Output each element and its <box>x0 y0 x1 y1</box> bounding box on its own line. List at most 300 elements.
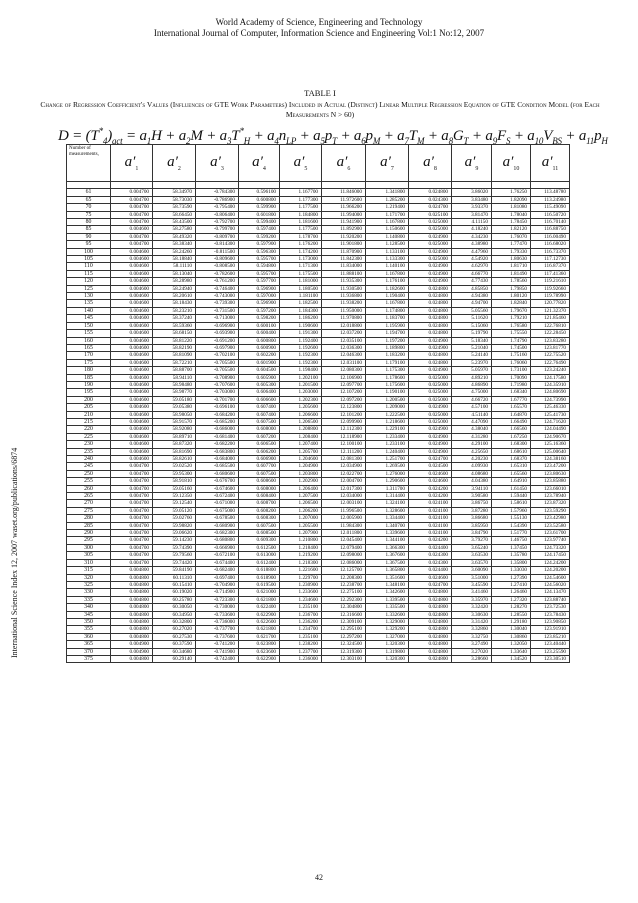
coefficient-cell: 58.89710 <box>153 433 196 440</box>
coefficient-cell: 1.81080 <box>492 204 531 211</box>
coefficient-cell: 3.65240 <box>452 544 492 551</box>
table-row <box>67 633 570 640</box>
coefficient-cell: 1.133100 <box>366 248 409 255</box>
table-row <box>67 233 570 240</box>
coefficient-cell: 123.88740 <box>531 596 570 603</box>
coefficient-cell: 0.024100 <box>409 522 452 529</box>
coefficient-cell: -0.666900 <box>196 544 239 551</box>
coefficient-cell: 58.18840 <box>153 256 196 263</box>
coefficient-cell: 12.123800 <box>322 404 366 411</box>
coefficient-cell: 11.892900 <box>322 226 366 233</box>
coefficient-cell: -0.674400 <box>196 559 239 566</box>
coefficient-cell: -0.684200 <box>196 411 239 418</box>
coefficient-cell: 123.40440 <box>531 641 570 648</box>
coefficient-cell: 0.595700 <box>239 256 280 263</box>
coefficient-cell: 0.024800 <box>409 189 452 196</box>
coefficient-cell: 0.024100 <box>409 515 452 522</box>
coefficient-cell: 1.79210 <box>492 315 531 322</box>
table-caption: Change of Regression Coefficient's Values (Influences of GTE Work Parameters) Included in Actual (Distinct) Linear Multiple Regression Equation of GTE Condition Model (for Each Measurements N > 60) <box>40 100 600 119</box>
coefficient-cell: 0.024500 <box>409 463 452 470</box>
coefficient-cell: 1.183200 <box>366 352 409 359</box>
coefficient-cell: 1.79670 <box>492 307 531 314</box>
coefficient-cell: 0.622600 <box>239 618 280 625</box>
coefficient-cell: 4.29100 <box>452 441 492 448</box>
measurement-count-cell: 195 <box>67 389 111 396</box>
coefficient-cell: 58.81090 <box>153 352 196 359</box>
measurement-count-cell: 115 <box>67 270 111 277</box>
coefficient-cell: 0.024800 <box>409 300 452 307</box>
coefficient-cell: 1.319800 <box>366 648 409 655</box>
coefficient-cell: 0.600800 <box>239 196 280 203</box>
coefficient-cell: -0.684000 <box>196 456 239 463</box>
journal-subtitle: International Journal of Computer, Information Science and Engineering Vol:1 No:12, 2007 <box>153 28 485 38</box>
coefficient-cell: 0.608700 <box>239 500 280 507</box>
measurement-count-cell: 190 <box>67 381 111 388</box>
coefficient-cell: 123.52580 <box>531 522 570 529</box>
coefficient-cell: 0.004700 <box>111 211 153 218</box>
coefficient-cell: 11.972600 <box>322 196 366 203</box>
coefficient-cell: -0.811500 <box>196 248 239 255</box>
header-coefficient-a9: $a'_9$ <box>452 145 492 182</box>
coefficient-cell: 117.12730 <box>531 256 570 263</box>
coefficient-cell: -0.786900 <box>196 196 239 203</box>
table-row <box>67 344 570 351</box>
coefficient-cell: 1.181000 <box>280 278 322 285</box>
regression-equation: $D = (T^*_4)_{act} = a_1H + a_2M + a_3T^*_H + a_4n_{LP} + a_5p_T + a_6p_M + a_7T_M + a_8G_T + a_9F_S + a_{10}V_{BS} + a_{11}p_H$ <box>58 126 608 146</box>
coefficient-cell: 0.024900 <box>409 404 452 411</box>
coefficient-cell: 1.192300 <box>280 352 322 359</box>
coefficient-cell: 123.47200 <box>531 463 570 470</box>
coefficient-cell: 0.024100 <box>409 500 452 507</box>
coefficient-cell: 123.42980 <box>531 515 570 522</box>
coefficient-cell: 1.176100 <box>366 278 409 285</box>
coefficient-cell: -0.696100 <box>196 404 239 411</box>
coefficient-cell: 4.31280 <box>452 433 492 440</box>
coefficient-cell: 3.86750 <box>452 500 492 507</box>
coefficient-cell: 0.004700 <box>111 463 153 470</box>
table-row <box>67 618 570 625</box>
header-coefficient-a11: $a'_{11}$ <box>531 145 570 182</box>
measurement-count-cell: 85 <box>67 226 111 233</box>
measurement-count-cell: 235 <box>67 448 111 455</box>
coefficient-cell: 1.61450 <box>492 485 531 492</box>
coefficient-cell: 0.004800 <box>111 618 153 625</box>
coefficient-cell: 1.332600 <box>366 611 409 618</box>
coefficient-cell: 59.06620 <box>153 530 196 537</box>
coefficient-cell: 124.17580 <box>531 374 570 381</box>
coefficient-cell: 0.622900 <box>239 655 280 662</box>
header-coefficient-a5: $a'_5$ <box>280 145 322 182</box>
coefficient-cell: 0.607500 <box>239 522 280 529</box>
coefficient-cell: 1.184800 <box>280 211 322 218</box>
coefficient-cell: 1.27390 <box>492 574 531 581</box>
coefficient-cell: 0.597700 <box>239 278 280 285</box>
table-row <box>67 389 570 396</box>
coefficient-cell: -0.809700 <box>196 233 239 240</box>
coefficient-cell: 59.05160 <box>153 485 196 492</box>
coefficient-cell: 1.200500 <box>366 396 409 403</box>
coefficient-cell: 121.85460 <box>531 315 570 322</box>
coefficient-cell: 0.605900 <box>239 374 280 381</box>
coefficient-cell: 1.251700 <box>366 456 409 463</box>
coefficient-cell: 0.004600 <box>111 322 153 329</box>
coefficient-cell: 58.59360 <box>153 322 196 329</box>
coefficient-cell: -0.686000 <box>196 426 239 433</box>
coefficient-cell: 0.004800 <box>111 589 153 596</box>
coefficient-cell: 4.25650 <box>452 448 492 455</box>
coefficient-cell: 1.68610 <box>492 448 531 455</box>
coefficient-cell: 4.94380 <box>452 293 492 300</box>
measurement-count-cell: 265 <box>67 493 111 500</box>
table-row <box>67 507 570 514</box>
measurement-count-cell: 70 <box>67 204 111 211</box>
coefficient-cell: 0.607400 <box>239 404 280 411</box>
header-coefficient-a1: $a'_1$ <box>111 145 153 182</box>
coefficient-cell: 125.00640 <box>531 448 570 455</box>
coefficient-cell: 123.87320 <box>531 500 570 507</box>
coefficient-cell: 0.004600 <box>111 359 153 366</box>
coefficient-cell: 0.606400 <box>239 389 280 396</box>
coefficient-cell: -0.707600 <box>196 381 239 388</box>
coefficient-cell: 0.607700 <box>239 463 280 470</box>
coefficient-cell: -0.713000 <box>196 315 239 322</box>
coefficient-cell: 1.68300 <box>492 441 531 448</box>
coefficient-cell: 1.236700 <box>280 611 322 618</box>
coefficient-cell: 0.608200 <box>239 507 280 514</box>
coefficient-cell: 1.208800 <box>280 426 322 433</box>
coefficient-cell: 12.101200 <box>322 411 366 418</box>
coefficient-cell: 59.95300 <box>153 470 196 477</box>
measurement-count-cell: 125 <box>67 285 111 292</box>
coefficient-cell: 11.870900 <box>322 248 366 255</box>
coefficient-cell: 60.27530 <box>153 633 196 640</box>
measurement-count-cell: 160 <box>67 337 111 344</box>
coefficient-cell: 3.85950 <box>452 522 492 529</box>
measurement-count-cell: 215 <box>67 418 111 425</box>
coefficient-cell: 60.37590 <box>153 641 196 648</box>
coefficient-cell: 12.046300 <box>322 352 366 359</box>
coefficient-cell: 0.004600 <box>111 396 153 403</box>
coefficient-cell: 3.63530 <box>452 552 492 559</box>
coefficient-cell: 1.179100 <box>366 359 409 366</box>
table-header-row <box>67 145 570 182</box>
coefficient-cell: 1.340700 <box>366 522 409 529</box>
coefficient-cell: 0.024900 <box>409 344 452 351</box>
coefficient-cell: 1.68370 <box>492 456 531 463</box>
measurement-count-cell: 330 <box>67 589 111 596</box>
coefficient-cell: 0.004700 <box>111 189 153 196</box>
table-row <box>67 537 570 544</box>
coefficient-cell: 0.622900 <box>239 611 280 618</box>
coefficient-cell: 4.77430 <box>452 278 492 285</box>
coefficient-cell: -0.682300 <box>196 530 239 537</box>
coefficient-cell: 11.842300 <box>322 256 366 263</box>
measurement-count-cell: 225 <box>67 433 111 440</box>
coefficient-cell: 4.09930 <box>452 463 492 470</box>
coefficient-cell: 3.27020 <box>452 648 492 655</box>
coefficient-cell: 123.59290 <box>531 507 570 514</box>
coefficient-cell: 12.208300 <box>322 574 366 581</box>
coefficient-cell: -0.671000 <box>196 500 239 507</box>
coefficient-cell: 58.91570 <box>153 418 196 425</box>
coefficient-cell: 1.367600 <box>366 552 409 559</box>
table-row <box>67 196 570 203</box>
coefficient-cell: 0.004600 <box>111 307 153 314</box>
coefficient-cell: 0.004600 <box>111 300 153 307</box>
coefficient-cell: -0.681400 <box>196 433 239 440</box>
coefficient-cell: 1.192300 <box>280 359 322 366</box>
coefficient-cell: 4.38980 <box>452 241 492 248</box>
coefficient-cell: 0.004700 <box>111 493 153 500</box>
coefficient-cell: 0.004800 <box>111 596 153 603</box>
coefficient-cell: 11.834000 <box>322 263 366 270</box>
coefficient-cell: 0.600100 <box>239 322 280 329</box>
coefficient-cell: 1.35780 <box>492 552 531 559</box>
coefficient-cell: 12.017300 <box>322 485 366 492</box>
measurement-count-cell: 120 <box>67 278 111 285</box>
header-coefficient-a10: $a'_{10}$ <box>492 145 531 182</box>
coefficient-cell: 59.02760 <box>153 515 196 522</box>
journal-name: World Academy of Science, Engineering and Technology <box>215 17 423 27</box>
coefficient-cell: 1.218600 <box>366 418 409 425</box>
measurement-count-cell: 175 <box>67 359 111 366</box>
coefficient-cell: 12.303100 <box>322 655 366 662</box>
coefficient-cell: 58.91810 <box>153 478 196 485</box>
coefficient-cell: 1.205700 <box>280 448 322 455</box>
coefficient-cell: 0.024800 <box>409 285 452 292</box>
table-row <box>67 418 570 425</box>
coefficient-cell: 12.118900 <box>322 433 366 440</box>
coefficient-cell: 12.005900 <box>322 515 366 522</box>
coefficient-cell: 1.57960 <box>492 507 531 514</box>
table-row <box>67 396 570 403</box>
coefficient-cell: 123.97740 <box>531 537 570 544</box>
coefficient-cell: 58.82610 <box>153 456 196 463</box>
coefficient-cell: 1.348100 <box>366 581 409 588</box>
measurement-count-cell: 110 <box>67 263 111 270</box>
coefficient-cell: 3.35970 <box>452 596 492 603</box>
coefficient-cell: 123.72530 <box>531 604 570 611</box>
coefficient-cell: 0.605300 <box>239 381 280 388</box>
coefficient-cell: 4.57100 <box>452 404 492 411</box>
coefficient-cell: 58.68150 <box>153 330 196 337</box>
coefficient-cell: 1.30860 <box>492 633 531 640</box>
coefficient-cell: 11.936800 <box>322 293 366 300</box>
coefficient-cell: -0.704900 <box>196 581 239 588</box>
coefficient-cell: 115.49090 <box>531 204 570 211</box>
coefficient-cell: 0.004600 <box>111 315 153 322</box>
coefficient-cell: 3.41460 <box>452 589 492 596</box>
measurement-count-cell: 360 <box>67 633 111 640</box>
coefficient-cell: 1.177500 <box>280 226 322 233</box>
coefficient-cell: 1.33030 <box>492 567 531 574</box>
coefficient-cell: 0.024900 <box>409 337 452 344</box>
coefficient-cell: 1.79850 <box>492 285 531 292</box>
coefficient-cell: 0.004600 <box>111 256 153 263</box>
coefficient-cell: 1.202100 <box>280 374 322 381</box>
coefficient-cell: 1.207900 <box>280 530 322 537</box>
coefficient-cell: 3.84790 <box>452 530 492 537</box>
measurement-count-cell: 250 <box>67 470 111 477</box>
coefficient-cell: 11.950000 <box>322 307 366 314</box>
coefficient-cell: 12.018800 <box>322 322 366 329</box>
coefficient-cell: -0.737700 <box>196 626 239 633</box>
coefficient-cell: 1.82120 <box>492 226 531 233</box>
coefficient-cell: 0.596300 <box>239 248 280 255</box>
coefficient-cell: 1.229100 <box>366 426 409 433</box>
coefficient-cell: 1.197200 <box>366 337 409 344</box>
coefficient-cell: 1.186200 <box>280 315 322 322</box>
table-row <box>67 374 570 381</box>
coefficient-cell: 0.024200 <box>409 537 452 544</box>
coefficient-cell: 0.621000 <box>239 589 280 596</box>
coefficient-cell: 1.201500 <box>280 381 322 388</box>
coefficient-cell: 5.24140 <box>452 352 492 359</box>
coefficient-cell: 1.329000 <box>366 618 409 625</box>
measurement-count-cell: 135 <box>67 300 111 307</box>
measurement-count-cell: 105 <box>67 256 111 263</box>
measurement-count-cell: 180 <box>67 367 111 374</box>
coefficient-cell: 1.76250 <box>492 189 531 196</box>
table-row <box>67 485 570 492</box>
coefficient-cell: -0.761200 <box>196 278 239 285</box>
coefficient-cell: 58.28980 <box>153 278 196 285</box>
coefficient-cell: 1.202900 <box>280 478 322 485</box>
coefficient-cell: 0.004700 <box>111 196 153 203</box>
coefficient-cell: 1.140800 <box>366 233 409 240</box>
measurement-count-cell: 295 <box>67 537 111 544</box>
coefficient-cell: 1.46750 <box>492 537 531 544</box>
coefficient-cell: 58.24940 <box>153 285 196 292</box>
coefficient-cell: 0.024700 <box>409 456 452 463</box>
table-row <box>67 381 570 388</box>
coefficient-cell: 0.604500 <box>239 367 280 374</box>
coefficient-cell: 1.67770 <box>492 396 531 403</box>
table-row <box>67 604 570 611</box>
coefficient-cell: 1.171300 <box>280 263 322 270</box>
coefficient-cell: 122.75520 <box>531 352 570 359</box>
measurement-count-cell: 355 <box>67 626 111 633</box>
coefficient-cell: 0.622400 <box>239 604 280 611</box>
table-row <box>67 522 570 529</box>
coefficient-cell: 123.30510 <box>531 655 570 662</box>
coefficient-cell: 124.04490 <box>531 426 570 433</box>
coefficient-cell: 0.004800 <box>111 633 153 640</box>
coefficient-cell: 60.29140 <box>153 655 196 662</box>
table-row <box>67 426 570 433</box>
coefficient-cell: 0.004600 <box>111 330 153 337</box>
measurement-count-cell: 90 <box>67 233 111 240</box>
coefficient-cell: 0.004800 <box>111 611 153 618</box>
coefficient-cell: 59.14230 <box>153 537 196 544</box>
coefficient-cell: 1.204900 <box>280 463 322 470</box>
measurement-count-cell: 310 <box>67 559 111 566</box>
coefficient-cell: 1.339500 <box>366 596 409 603</box>
coefficient-cell: 12.100100 <box>322 441 366 448</box>
coefficient-cell: 0.608000 <box>239 485 280 492</box>
coefficient-cell: 12.238700 <box>322 581 366 588</box>
coefficient-cell: 12.106900 <box>322 374 366 381</box>
table-row <box>67 626 570 633</box>
measurement-count-cell: 260 <box>67 485 111 492</box>
coefficient-cell: 58.98480 <box>153 381 196 388</box>
coefficient-cell: 1.81490 <box>492 270 531 277</box>
coefficient-cell: 1.75550 <box>492 330 531 337</box>
coefficient-cell: 0.024600 <box>409 470 452 477</box>
coefficient-cell: 11.938200 <box>322 300 366 307</box>
coefficient-cell: 1.204600 <box>280 456 322 463</box>
coefficient-cell: 12.097200 <box>322 396 366 403</box>
coefficient-cell: 0.004700 <box>111 552 153 559</box>
coefficient-cell: 12.316600 <box>322 611 366 618</box>
coefficient-cell: 1.235100 <box>280 604 322 611</box>
coefficient-cell: 0.600400 <box>239 330 280 337</box>
table-row <box>67 322 570 329</box>
coefficient-cell: 1.79330 <box>492 248 531 255</box>
coefficient-cell: 58.94110 <box>153 374 196 381</box>
coefficient-cell: 0.024900 <box>409 433 452 440</box>
coefficient-cell: -0.702100 <box>196 352 239 359</box>
coefficient-cell: -0.730000 <box>196 604 239 611</box>
coefficient-cell: 0.600900 <box>239 344 280 351</box>
coefficient-cell: 0.004700 <box>111 537 153 544</box>
coefficient-cell: 3.51000 <box>452 574 492 581</box>
coefficient-cell: 1.28550 <box>492 611 531 618</box>
coefficient-cell: 1.128500 <box>366 241 409 248</box>
table-row <box>67 493 570 500</box>
coefficient-cell: -0.682200 <box>196 441 239 448</box>
coefficient-cell: 3.81470 <box>452 211 492 218</box>
coefficient-cell: 0.004600 <box>111 411 153 418</box>
coefficient-cell: 0.004600 <box>111 263 153 270</box>
coefficient-cell: 4.47090 <box>452 418 492 425</box>
coefficient-cell: 1.202300 <box>280 396 322 403</box>
coefficient-cell: 1.175500 <box>280 270 322 277</box>
coefficient-cell: 0.004600 <box>111 278 153 285</box>
coefficient-cell: 0.004600 <box>111 226 153 233</box>
coefficient-cell: 0.598200 <box>239 315 280 322</box>
coefficient-cell: 1.59440 <box>492 493 531 500</box>
coefficient-cell: 0.024800 <box>409 655 452 662</box>
coefficient-cell: 1.320300 <box>366 641 409 648</box>
coefficient-cell: 1.26460 <box>492 589 531 596</box>
coefficient-cell: 0.606900 <box>239 456 280 463</box>
coefficient-cell: 58.92080 <box>153 426 196 433</box>
coefficient-cell: 1.78450 <box>492 219 531 226</box>
coefficient-cell: 124.73320 <box>531 544 570 551</box>
coefficient-cell: 0.025000 <box>409 418 452 425</box>
coefficient-cell: 125.41730 <box>531 411 570 418</box>
table-row <box>67 293 570 300</box>
coefficient-cell: 124.24200 <box>531 559 570 566</box>
coefficient-cell: 3.86680 <box>452 515 492 522</box>
coefficient-cell: 59.79560 <box>153 552 196 559</box>
coefficient-cell: 123.78430 <box>531 611 570 618</box>
table-row <box>67 307 570 314</box>
coefficient-cell: 60.27020 <box>153 626 196 633</box>
coefficient-cell: 1.240400 <box>366 448 409 455</box>
measurement-count-cell: 315 <box>67 567 111 574</box>
header-measurements: Number of measurements, <box>67 145 111 182</box>
coefficient-cell: -0.737600 <box>196 633 239 640</box>
measurement-count-cell: 320 <box>67 574 111 581</box>
coefficient-cell: 123.83280 <box>531 337 570 344</box>
coefficient-cell: 3.86020 <box>452 189 492 196</box>
coefficient-cell: 11.846000 <box>322 189 366 196</box>
coefficient-cell: 3.83480 <box>452 196 492 203</box>
coefficient-cell: 60.15410 <box>153 581 196 588</box>
coefficient-cell: 1.71980 <box>492 381 531 388</box>
